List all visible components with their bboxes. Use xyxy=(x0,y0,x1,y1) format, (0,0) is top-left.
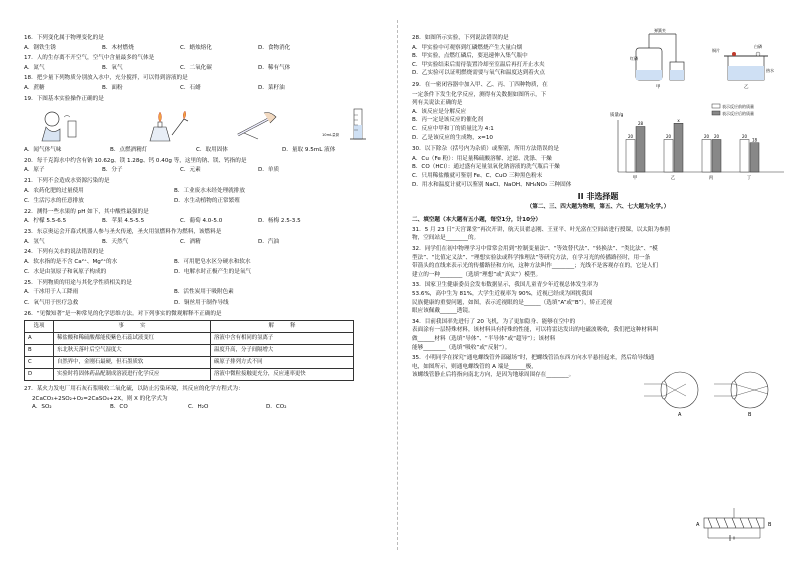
q23-option-c[interactable]: C．酒精 xyxy=(180,238,201,245)
q22-option-c[interactable]: C．葡萄 4.0-5.0 xyxy=(180,218,223,225)
bar-after-0 xyxy=(636,127,645,173)
q23-option-d[interactable]: D．汽油 xyxy=(258,238,280,245)
q26-header-fact: 事 实 xyxy=(54,321,211,333)
bar-after-2 xyxy=(712,140,721,173)
q21-option-c[interactable]: C．生活污水的任意排放 xyxy=(24,198,84,205)
legend-after-label: 表示反应后的质量 xyxy=(722,111,754,116)
category-label: 丙 xyxy=(708,176,714,181)
q17-option-d[interactable]: D．稀有气体 xyxy=(258,64,291,71)
legend-before-swatch xyxy=(712,104,720,108)
q24-option-a[interactable]: A．软水指的是不含 Ca²⁺、Mg²⁺的水 xyxy=(24,258,118,265)
white-phosphorus-label: 白磷 xyxy=(754,44,762,49)
q17-option-c[interactable]: C．二氧化碳 xyxy=(180,64,212,71)
eye-b-label: B xyxy=(748,412,752,418)
clamp-label: 弹簧夹 xyxy=(654,28,666,33)
q26-stem: 26．“见微知著”是一种常见的化学思维方法。对下列事实的微观解释不正确的是 xyxy=(24,310,222,317)
q20-option-c[interactable]: C．元素 xyxy=(180,167,201,174)
q16-option-a[interactable]: A．钢铁生锈 xyxy=(24,44,56,51)
bar-value-label: 20 xyxy=(703,134,710,139)
q26-row-c-fact: 自然界中，金刚石最硬，但石墨质软 xyxy=(54,357,211,369)
q29-option-b[interactable]: B．丙一定是该反应的催化剂 xyxy=(412,117,483,124)
q21-options-row1 xyxy=(24,187,396,196)
q29-stem: 29．在一密闭容器中加入甲、乙、丙、丁四种物质，在 xyxy=(412,81,548,88)
q25-options-row2 xyxy=(24,299,396,308)
q26-row-c-explain: 碳原子排列方式不同 xyxy=(211,357,354,369)
q17-option-a[interactable]: A．氮气 xyxy=(24,64,45,71)
page-divider xyxy=(397,20,398,550)
chart-legend xyxy=(712,103,754,116)
q32-line-3: 带箭头的直线来表示光的传播路径和方向，这种方法叫作________；光线不是客观存在的，它是人们 xyxy=(412,263,659,270)
chart-ylabel: 质量/g xyxy=(610,113,624,118)
q23-stem: 23．东京奥运会开幕式机器人参与圣火传递，圣火用氢燃料作为燃料，该燃料是 xyxy=(24,228,222,235)
q29-bar-chart xyxy=(608,100,788,182)
q18-option-d[interactable]: D．菜籽油 xyxy=(258,84,285,91)
q22-option-d[interactable]: D．杨梅 2.5-3.5 xyxy=(258,218,301,225)
bar-before-1 xyxy=(664,140,673,173)
section-subtitle: （第二、三、四大题为物理，第五、六、七大题为化学。） xyxy=(526,203,670,210)
q26-row-b-explain: 温度升高，分子间隔增大 xyxy=(211,345,354,357)
q29-stem-2: 一定条件下发生化学反应，测得有关数据如图所示，下 xyxy=(412,91,547,98)
legend-before-label: 表示反应前的质量 xyxy=(722,104,754,109)
q34-line-2: 表面涂有一层特殊材料，该材料具有特殊的性能，可以将雷达发出的电磁波吸收，我们把这种材料叫做______材料（选填“导体”、“半导体”或“超导”）；该材料 xyxy=(412,327,659,342)
q17-options xyxy=(24,64,396,73)
q32-line-1: 32．同学们在初中物理学习中常常会用到“控制变量法”、“等效替代法”、“转换法”、“类比法”、“模 xyxy=(412,246,658,253)
bar-value-label: 20 xyxy=(741,134,748,139)
q24-options-row2 xyxy=(24,268,396,277)
q18-options xyxy=(24,84,396,93)
q24-options-row1 xyxy=(24,258,396,267)
q19-figure-labels xyxy=(24,146,396,155)
q30-option-d[interactable]: D．用水和温度计就可以鉴别 NaCl、NaOH、NH₄NO₃ 三种固体 xyxy=(412,181,572,188)
q26-row-a-explain: 溶液中含有相同的氢离子 xyxy=(211,333,354,345)
q26-row-b-fact: 东北秋天落叶后空气湿度大 xyxy=(54,345,211,357)
q16-option-c[interactable]: C．蜡烛熔化 xyxy=(180,44,212,51)
category-label: 甲 xyxy=(632,176,638,181)
table-row[interactable] xyxy=(25,333,354,345)
q29-stem-3: 列有关说法正确的是 xyxy=(412,100,463,107)
q18-option-a[interactable]: A．蔗糖 xyxy=(24,84,45,91)
q28-option-a[interactable]: A．甲实验中可观察到红磷燃烧产生大量白烟 xyxy=(412,44,523,51)
red-phosphorus-label: 红磷 xyxy=(630,56,638,61)
q19-option-c[interactable]: C．取用固体 xyxy=(196,147,228,154)
q30-option-c[interactable]: C．只用稀盐酸就可鉴别 Fe、C、CuO 三种黑色粉末 xyxy=(412,172,543,179)
bar-value-label: 28 xyxy=(637,121,644,126)
q33-eye-figure xyxy=(640,368,790,418)
bar-value-label: 20 xyxy=(713,134,720,139)
q24-stem: 24．下列有关水的说法错误的是 xyxy=(24,249,104,256)
q23-options xyxy=(24,238,396,247)
q27-options xyxy=(24,403,396,412)
q20-option-a[interactable]: A．原子 xyxy=(24,167,45,174)
q26-row-b-option: B xyxy=(25,345,54,357)
q19-figures xyxy=(24,105,396,145)
chart-bars xyxy=(626,118,759,172)
q26-header-row xyxy=(25,321,354,333)
q31-line-2: 物，空间站是________的。 xyxy=(412,235,480,242)
left-column xyxy=(24,34,396,414)
solenoid-a-label: A xyxy=(696,522,700,528)
q20-option-d[interactable]: D．单质 xyxy=(258,167,280,174)
q18-option-c[interactable]: C．石蜡 xyxy=(180,84,201,91)
bar-before-0 xyxy=(626,140,635,173)
q23-option-b[interactable]: B．天然气 xyxy=(102,238,129,245)
q24-option-b[interactable]: B．可用肥皂水区分硬水和软水 xyxy=(174,258,251,265)
chart-category-labels xyxy=(633,174,752,181)
q35-line-2: 电，如图所示，则通电螺线管的 A 端是______极， xyxy=(412,363,537,370)
q30-option-a[interactable]: A．Cu（Fe 粉）：用足量稀硫酸溶解、过滤、洗涤、干燥 xyxy=(412,155,552,162)
table-row[interactable] xyxy=(25,345,354,357)
bar-after-3 xyxy=(750,143,759,172)
q27-option-b[interactable]: B．CO xyxy=(110,404,128,411)
q20-option-b[interactable]: B．分子 xyxy=(102,167,123,174)
q28-option-b[interactable]: B．甲实验，点燃红磷后，要迅速伸入集气瓶中 xyxy=(412,53,528,60)
q24-option-c[interactable]: C．水是由氢原子和氧原子构成的 xyxy=(24,269,107,276)
q28-option-d[interactable]: D．乙实验可以证明燃烧需要与氧气和温度达到着火点 xyxy=(412,70,545,77)
bar-after-1 xyxy=(674,123,683,172)
q25-option-a[interactable]: A．干冰用于人工降雨 xyxy=(24,289,79,296)
q26-row-a-fact: 稀盐酸和稀硫酸都能使紫色石蕊试液变红 xyxy=(54,333,211,345)
q22-option-b[interactable]: B．苹果 4.5-5.5 xyxy=(102,218,145,225)
q30-stem: 30．以下除杂（括号内为杂质）或鉴别，所用方法错误的是 xyxy=(412,146,559,153)
q25-option-b[interactable]: B．活性炭用于吸附色素 xyxy=(174,289,234,296)
q16-option-d[interactable]: D．食物消化 xyxy=(258,44,291,51)
q27-stem: 27．某火力发电厂用石灰石浆吸收二氧化硫，以防止污染环境，其反应的化学方程式为： xyxy=(24,386,244,393)
q26-header-explain: 解 释 xyxy=(211,321,354,333)
q28-option-c[interactable]: C．甲实验结束后需待装置冷却至室温后再打开止水夹 xyxy=(412,61,545,68)
bar-value-label: x xyxy=(677,117,680,123)
q27-option-c[interactable]: C．H₂O xyxy=(188,404,209,411)
eye-a-label: A xyxy=(678,412,682,418)
q20-options xyxy=(24,166,396,175)
bar-before-2 xyxy=(702,140,711,173)
q33-line-1: 33．国家卫生健康委员会发布数据显示，我国儿童青少年近视总体发生率为 xyxy=(412,282,599,289)
category-label: 乙 xyxy=(670,176,676,181)
q29-option-c[interactable]: C．反应中甲和丁的质量比为 4:1 xyxy=(412,125,494,132)
q35-line-3: 该螺线管静止后将指向南北方向，是因为地球周围存在________。 xyxy=(412,372,575,379)
q17-stem: 17．人的生存离不开空气，空气中含量最多的气体是 xyxy=(24,55,155,62)
q32-line-2: 型法”、“比值定义法”、“理想实验法或科学推理法”等研究方法，在学习光的传播路径时，用一条 xyxy=(412,254,651,261)
legend-after-swatch xyxy=(712,111,720,115)
yi-label: 乙 xyxy=(744,85,749,90)
q25-option-c[interactable]: C．氧气用于医疗急救 xyxy=(24,300,79,307)
q21-stem: 21．下列不会造成水资源污染的是 xyxy=(24,177,110,184)
q26-header-option: 选项 xyxy=(25,321,54,333)
q18-option-b[interactable]: B．面粉 xyxy=(102,84,123,91)
q19-option-b[interactable]: B．点燃酒精灯 xyxy=(110,147,148,154)
q27-option-a[interactable]: A．SO₂ xyxy=(32,404,52,411)
q26-row-c-option: C xyxy=(25,357,54,369)
q20-stem: 20．每千克海水中约含有钠 10.62g、镁 1.28g、钙 0.40g 等，这里的钠、镁、钙指的是 xyxy=(24,157,247,164)
q21-option-a[interactable]: A．农药化肥的过量使用 xyxy=(24,187,84,194)
q30-option-b[interactable]: B．CO（HCl）：通过盛有足量氢氧化钠溶液的洗气瓶后干燥 xyxy=(412,164,560,171)
q35-line-1: 35．小明同学在探究“通电螺线管外部磁场”时，把螺线管沿东西方向水平悬挂起来，然后给导线通 xyxy=(412,355,655,362)
q25-options-row1 xyxy=(24,288,396,297)
q28-stem: 28．如图所示实验，下列说法错误的是 xyxy=(412,35,509,41)
q29-option-d[interactable]: D．乙是该反应的生成物，x=10 xyxy=(412,134,493,141)
take-solid-figure xyxy=(224,105,296,143)
q33-line-2: 53.6%，高中生为 81%，大学生近视率为 90%，近视已经成为困扰我国 xyxy=(412,291,593,298)
cylinder-label: 10mL量筒 xyxy=(322,133,340,137)
q31-line-1: 31．5 月 23 日“天宫课堂”再次开讲，航天员翟志刚、王亚平、叶光富在空间站进行授课，以太阳为参照 xyxy=(412,226,671,233)
solenoid-b-label: B xyxy=(768,522,772,528)
q26-row-d-fact: 实验时将固体药品配制成溶液进行化学反应 xyxy=(54,369,211,381)
q35-solenoid-figure xyxy=(690,508,780,544)
q16-stem: 16．下列变化属于物理变化的是 xyxy=(24,35,104,41)
q26-row-d-explain: 溶液中微粒接触更充分，反应速率更快 xyxy=(211,369,354,381)
q16-options xyxy=(24,44,396,53)
q21-option-b[interactable]: B．工业废水未经处理就排放 xyxy=(174,187,245,194)
q33-line-3: 民族健康的重要问题，如图，表示近视眼的是______（选填“A”或“B”），矫正近视 xyxy=(412,299,613,306)
q34-line-3: 能够________（选填“吸收”或“反射”）。 xyxy=(412,344,511,351)
q28-apparatus-figure xyxy=(628,26,778,90)
smell-gas-figure xyxy=(24,105,96,143)
q25-option-d[interactable]: D．铜丝用于制作导线 xyxy=(174,300,229,307)
section-title: II 非选择题 xyxy=(577,192,619,202)
q18-stem: 18．把少量下列物质分别放入水中，充分搅拌，可以得到溶液的是 xyxy=(24,75,188,82)
q17-option-b[interactable]: B．氧气 xyxy=(102,64,123,71)
q29-option-a[interactable]: A．该反应是分解反应 xyxy=(412,108,467,115)
q26-row-d-option: D xyxy=(25,369,54,381)
table-row[interactable] xyxy=(25,369,354,381)
q19-option-d[interactable]: D．量取 9.5mL 液体 xyxy=(282,147,336,154)
q22-options xyxy=(24,217,396,226)
table-row[interactable] xyxy=(25,357,354,369)
q23-option-a[interactable]: A．氢气 xyxy=(24,238,45,245)
q27-equation: 2CaCO₃+2SO₂+O₂=2CaSO₄+2X，则 X 的化学式为 xyxy=(32,395,168,402)
q26-table xyxy=(24,320,354,381)
part2-heading: 二、填空题（本大题有五小题，每空1分，计10分） xyxy=(412,217,542,224)
bar-before-3 xyxy=(740,140,749,173)
q32-line-4: 建立的一种________（选填“理想”或“真实”）模型。 xyxy=(412,271,542,278)
bar-value-label: 20 xyxy=(627,134,634,139)
q19-stem: 19．下图基本实验操作正确的是 xyxy=(24,95,104,102)
q25-stem: 25．下列物质的用途与其化学性质相关的是 xyxy=(24,279,132,286)
q33-line-4: 眼应该佩戴______透镜。 xyxy=(412,308,474,315)
q22-option-a[interactable]: A．柠檬 5.5-6.5 xyxy=(24,218,67,225)
q21-option-d[interactable]: D．水生动植物的正常繁殖 xyxy=(174,198,240,205)
q21-options-row2 xyxy=(24,197,396,206)
q34-line-1: 34．目前我国率先进行了 20 飞机，为了更加隐身、能够在空中的 xyxy=(412,318,576,325)
category-label: 丁 xyxy=(746,176,752,181)
light-alcohol-lamp-figure xyxy=(124,105,196,143)
q27-option-d[interactable]: D．CO₂ xyxy=(266,404,287,411)
hot-water-label: 热水 xyxy=(766,68,774,73)
q22-stem: 22．测得一些水果的 pH 如下，其中酸性最强的是 xyxy=(24,208,149,215)
jia-label: 甲 xyxy=(656,85,661,90)
q19-option-a[interactable]: A．闻气体气味 xyxy=(24,147,62,154)
q26-row-a-option: A xyxy=(25,333,54,345)
copper-sheet-label: 铜片 xyxy=(712,48,720,53)
bar-value-label: 18 xyxy=(751,137,758,143)
q24-option-d[interactable]: D．电解水时正极产生的是氧气 xyxy=(174,269,252,276)
q16-option-b[interactable]: B．木材燃烧 xyxy=(102,44,134,51)
bar-value-label: 20 xyxy=(665,134,672,139)
